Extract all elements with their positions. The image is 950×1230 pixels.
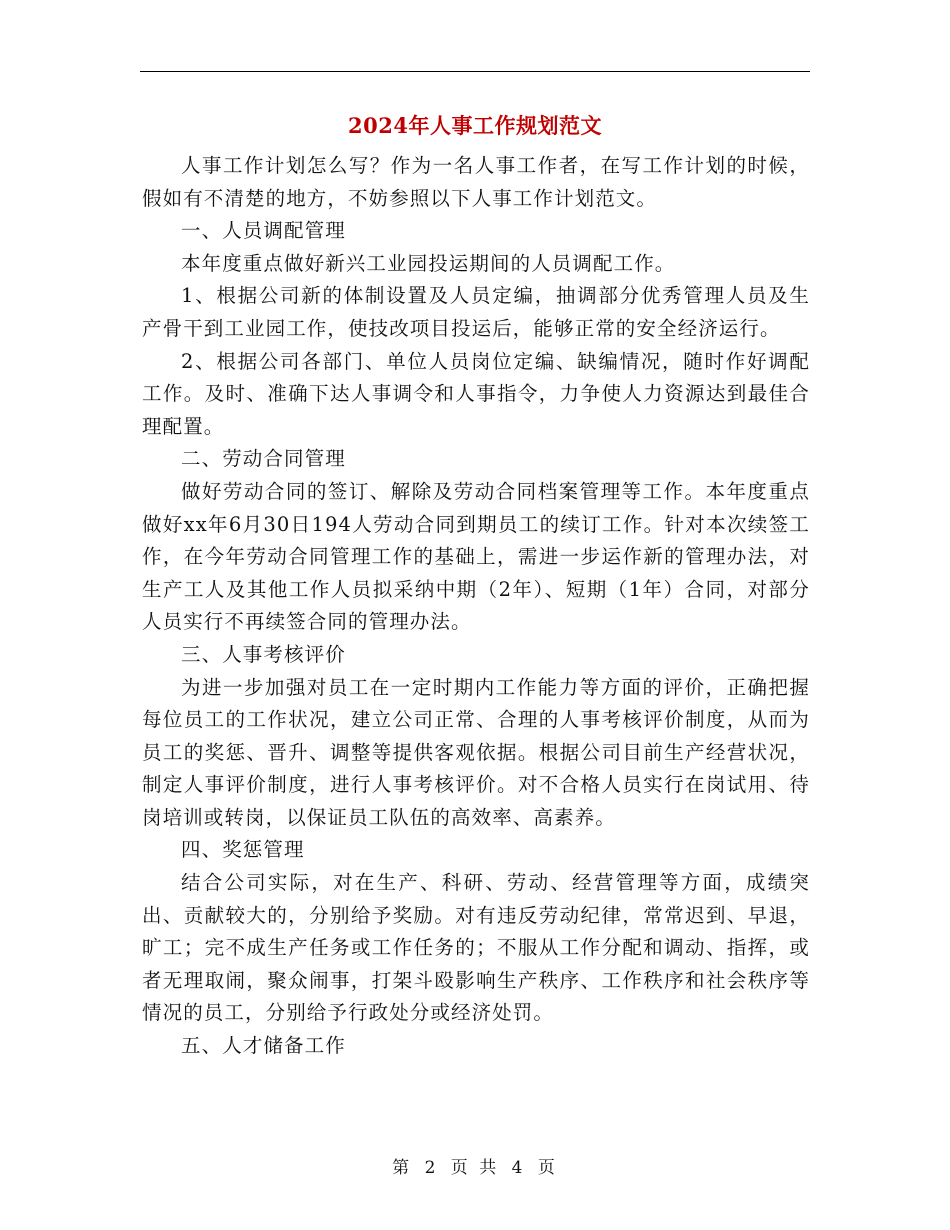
section-heading-talent-reserve: 五、人才储备工作 xyxy=(181,1034,346,1058)
body-paragraph: 结合公司实际，对在生产、科研、劳动、经营管理等方面，成绩突出、贡献较大的，分别给予奖励。对有违反劳动纪律，常常迟到、早退，旷工；完不成生产任务或工作任务的；不服从工作分配和调动、指挥，或者无理取闹，聚众闹事，打架斗殴影响生产秩序、工作秩序和社会秩序等情况的员工，分别给予行政处分或经济处罚。 xyxy=(142,871,810,1025)
section-heading-rewards: 四、奖惩管理 xyxy=(181,838,305,862)
document-body xyxy=(142,150,810,1063)
page-label-suffix: 页 xyxy=(537,1158,558,1178)
page-current: 2 xyxy=(424,1158,439,1178)
section-heading-assessment: 三、人事考核评价 xyxy=(181,642,346,666)
page-label-prefix: 第 xyxy=(392,1158,413,1178)
page-label-mid: 页 共 xyxy=(450,1158,500,1178)
page-footer xyxy=(0,1153,950,1178)
page-total: 4 xyxy=(511,1158,526,1178)
document-title: 2024年人事工作规划范文 xyxy=(348,113,602,138)
section-heading-labor-contract: 二、劳动合同管理 xyxy=(181,447,346,471)
intro-paragraph: 人事工作计划怎么写？作为一名人事工作者，在写工作计划的时候，假如有不清楚的地方，不妨参照以下人事工作计划范文。 xyxy=(142,154,810,210)
body-paragraph: 为进一步加强对员工在一定时期内工作能力等方面的评价，正确把握每位员工的工作状况，建立公司正常、合理的人事考核评价制度，从而为员工的奖惩、晋升、调整等提供客观依据。根据公司目前生产经营状况，制定人事评价制度，进行人事考核评价。对不合格人员实行在岗试用、待岗培训或转岗，以保证员工队伍的高效率、高素养。 xyxy=(142,675,810,829)
section-heading-staff-allocation: 一、人员调配管理 xyxy=(181,219,346,243)
body-paragraph: 1、根据公司新的体制设置及人员定编，抽调部分优秀管理人员及生产骨干到工业园工作，使技改项目投运后，能够正常的安全经济运行。 xyxy=(142,284,810,340)
body-paragraph: 本年度重点做好新兴工业园投运期间的人员调配工作。 xyxy=(181,251,676,275)
body-paragraph: 2、根据公司各部门、单位人员岗位定编、缺编情况，随时作好调配工作。及时、准确下达人事调令和人事指令，力争使人力资源达到最佳合理配置。 xyxy=(142,349,810,438)
header-rule xyxy=(140,71,810,72)
body-paragraph: 做好劳动合同的签订、解除及劳动合同档案管理等工作。本年度重点做好xx年6月30日194人劳动合同到期员工的续订工作。针对本次续签工作，在今年劳动合同管理工作的基础上，需进一步运作新的管理办法，对生产工人及其他工作人员拟采纳中期（2年）、短期（1年）合同，对部分人员实行不再续签合同的管理办法。 xyxy=(142,479,810,634)
